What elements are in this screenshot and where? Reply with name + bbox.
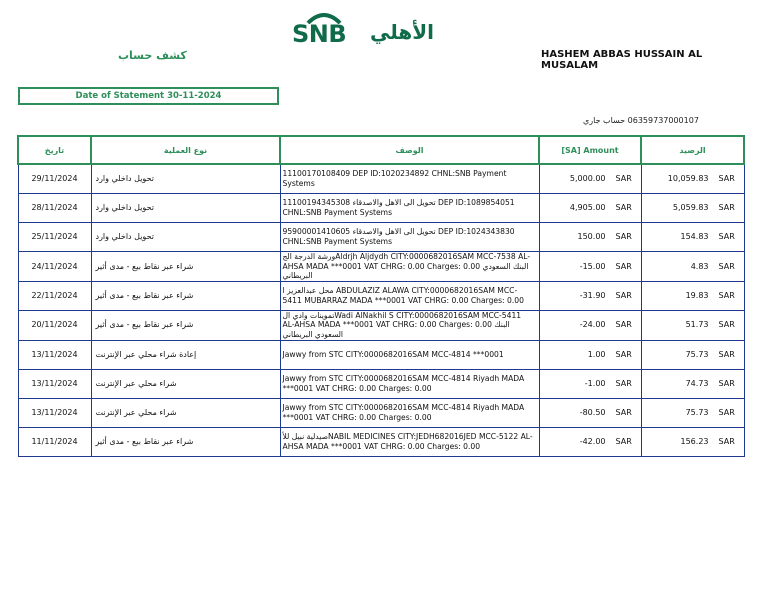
amount-currency: SAR <box>615 203 632 213</box>
cell-amount <box>539 369 641 398</box>
cell-type <box>91 252 280 282</box>
cell-amount <box>539 252 641 282</box>
cell-description: ورشة الدرجة الجAldrjh Aljdydh CITY:0000682016SAM MCC-7538 AL-AHSA MADA ***0001 VAT CHRG: 0.00 Charges: 0.00 البنك السعودي البريطاني <box>280 252 539 282</box>
table-row <box>18 310 744 340</box>
statement-date: Date of Statement 30-11-2024 <box>18 87 279 105</box>
column-header-date: تاريخ <box>18 136 91 164</box>
cell-type-text: شراء عبر نقاط بيع - مدى أثير <box>95 261 194 271</box>
cell-date: 20/11/2024 <box>18 310 91 340</box>
cell-description: Jawwy from STC CITY:0000682016SAM MCC-4814 Riyadh MADA ***0001 VAT CHRG: 0.00 Charges: 0.00 <box>280 398 539 427</box>
amount-value: -31.90 <box>579 290 606 300</box>
cell-amount <box>539 281 641 310</box>
amount-group <box>543 232 638 242</box>
cell-type <box>91 398 280 427</box>
table-row <box>18 194 744 223</box>
balance-group <box>645 437 741 447</box>
amount-group <box>543 291 638 301</box>
cell-date: 29/11/2024 <box>18 164 91 194</box>
amount-currency: SAR <box>615 174 632 184</box>
cell-type <box>91 427 280 456</box>
cell-balance <box>641 281 744 310</box>
balance-currency: SAR <box>718 320 735 330</box>
cell-type <box>91 223 280 252</box>
balance-group <box>645 379 741 389</box>
balance-value: 51.73 <box>685 320 709 330</box>
balance-currency: SAR <box>718 232 735 242</box>
cell-balance <box>641 427 744 456</box>
logo-text: SNB <box>292 20 347 48</box>
balance-currency: SAR <box>718 261 735 271</box>
amount-currency: SAR <box>615 261 632 271</box>
account-number: 06359737000107 حساب جاري <box>583 116 699 125</box>
cell-type-text: شراء محلي عبر الإنترنت <box>95 378 177 388</box>
balance-group <box>645 320 741 330</box>
cell-amount <box>539 164 641 194</box>
cell-type-text: شراء عبر نقاط بيع - مدى أثير <box>95 320 194 330</box>
cell-type-text: تحويل داخلي وارد <box>95 232 154 242</box>
cell-type <box>91 194 280 223</box>
amount-currency: SAR <box>615 349 632 359</box>
table-row <box>18 398 744 427</box>
cell-amount <box>539 398 641 427</box>
balance-currency: SAR <box>718 436 735 446</box>
cell-type <box>91 310 280 340</box>
amount-value: 4,905.00 <box>569 203 606 213</box>
amount-group <box>543 320 638 330</box>
cell-description: 11100170108409 DEP ID:1020234892 CHNL:SNB Payment Systems <box>280 164 539 194</box>
cell-type <box>91 340 280 369</box>
cell-balance <box>641 340 744 369</box>
cell-description: Jawwy from STC CITY:0000682016SAM MCC-4814 Riyadh MADA ***0001 VAT CHRG: 0.00 Charges: 0.00 <box>280 369 539 398</box>
balance-currency: SAR <box>718 349 735 359</box>
balance-group <box>645 291 741 301</box>
amount-value: -24.00 <box>579 320 606 330</box>
cell-type <box>91 369 280 398</box>
cell-type <box>91 281 280 310</box>
amount-currency: SAR <box>615 436 632 446</box>
cell-date: 13/11/2024 <box>18 340 91 369</box>
balance-group <box>645 262 741 272</box>
table-row <box>18 223 744 252</box>
balance-group <box>645 408 741 418</box>
cell-balance <box>641 369 744 398</box>
balance-currency: SAR <box>718 174 735 184</box>
amount-group <box>543 437 638 447</box>
table-row <box>18 164 744 194</box>
balance-currency: SAR <box>718 407 735 417</box>
balance-value: 5,059.83 <box>672 203 709 213</box>
cell-balance <box>641 223 744 252</box>
cell-balance <box>641 164 744 194</box>
balance-value: 75.73 <box>685 407 709 417</box>
cell-date: 13/11/2024 <box>18 369 91 398</box>
column-header-balance: الرصيد <box>641 136 744 164</box>
transactions-body <box>18 164 744 456</box>
cell-type-text: شراء محلي عبر الإنترنت <box>95 407 177 417</box>
cell-type-text: تحويل داخلي وارد <box>95 174 154 184</box>
document-title: كشف حساب <box>118 49 187 62</box>
amount-value: 1.00 <box>587 349 606 359</box>
balance-value: 74.73 <box>685 378 709 388</box>
cell-amount <box>539 194 641 223</box>
table-header-row <box>18 136 744 164</box>
amount-value: -80.50 <box>579 407 606 417</box>
cell-balance <box>641 252 744 282</box>
amount-value: 150.00 <box>577 232 606 242</box>
amount-value: -1.00 <box>584 378 606 388</box>
cell-date: 28/11/2024 <box>18 194 91 223</box>
amount-group <box>543 262 638 272</box>
column-header-description: الوصف <box>280 136 539 164</box>
cell-description: تموينات وادي الWadi AlNakhil S CITY:0000682016SAM MCC-5411 AL-AHSA MADA ***0001 VAT CHRG: 0.00 Charges: 0.00 البنك السعودي البريطاني <box>280 310 539 340</box>
balance-group <box>645 174 741 184</box>
balance-group <box>645 232 741 242</box>
cell-type <box>91 164 280 194</box>
cell-type-text: شراء عبر نقاط بيع - مدى أثير <box>95 290 194 300</box>
amount-group <box>543 350 638 360</box>
balance-value: 19.83 <box>685 290 709 300</box>
cell-description: Jawwy from STC CITY:0000682016SAM MCC-4814 ***0001 <box>280 340 539 369</box>
amount-group <box>543 379 638 389</box>
cell-amount <box>539 427 641 456</box>
transactions-table <box>17 135 745 457</box>
cell-type-text: إعادة شراء محلي عبر الإنترنت <box>95 349 197 359</box>
amount-group <box>543 408 638 418</box>
balance-group <box>645 203 741 213</box>
logo-arabic-text: الأهلي <box>370 20 435 44</box>
cell-amount <box>539 223 641 252</box>
balance-group <box>645 350 741 360</box>
table-row <box>18 427 744 456</box>
cell-description: صيدلية نبيل للأNABIL MEDICINES CITY:JEDH682016JED MCC-5122 AL-AHSA MADA ***0001 VAT CHRG: 0.00 Charges: 0.00 <box>280 427 539 456</box>
amount-currency: SAR <box>615 290 632 300</box>
cell-amount <box>539 340 641 369</box>
cell-type-text: شراء عبر نقاط بيع - مدى أثير <box>95 436 194 446</box>
amount-currency: SAR <box>615 407 632 417</box>
cell-description: 95900001410605 تحويل الى الاهل والاصدقاء DEP ID:1024343830 CHNL:SNB Payment Systems <box>280 223 539 252</box>
amount-currency: SAR <box>615 232 632 242</box>
cell-date: 25/11/2024 <box>18 223 91 252</box>
account-holder-name: HASHEM ABBAS HUSSAIN AL MUSALAM <box>541 49 703 71</box>
balance-value: 154.83 <box>680 232 709 242</box>
table-row <box>18 340 744 369</box>
cell-balance <box>641 194 744 223</box>
column-header-amount: [SA] Amount <box>539 136 641 164</box>
balance-value: 10,059.83 <box>667 174 709 184</box>
cell-description: 11100194345308 تحويل الى الاهل والاصدقاء DEP ID:1089854051 CHNL:SNB Payment Systems <box>280 194 539 223</box>
balance-currency: SAR <box>718 290 735 300</box>
amount-value: -42.00 <box>579 436 606 446</box>
snb-logo <box>292 12 462 48</box>
cell-balance <box>641 398 744 427</box>
cell-amount <box>539 310 641 340</box>
amount-currency: SAR <box>615 378 632 388</box>
balance-currency: SAR <box>718 378 735 388</box>
amount-group <box>543 174 638 184</box>
cell-date: 11/11/2024 <box>18 427 91 456</box>
amount-group <box>543 203 638 213</box>
table-row <box>18 281 744 310</box>
cell-date: 24/11/2024 <box>18 252 91 282</box>
table-row <box>18 252 744 282</box>
cell-date: 13/11/2024 <box>18 398 91 427</box>
cell-date: 22/11/2024 <box>18 281 91 310</box>
balance-value: 75.73 <box>685 349 709 359</box>
table-row <box>18 369 744 398</box>
balance-currency: SAR <box>718 203 735 213</box>
column-header-type: نوع العملية <box>91 136 280 164</box>
amount-currency: SAR <box>615 320 632 330</box>
cell-description: محل عبدالعزيز ا ABDULAZIZ ALAWA CITY:0000682016SAM MCC-5411 MUBARRAZ MADA ***0001 VAT CHRG: 0.00 Charges: 0.00 <box>280 281 539 310</box>
cell-type-text: تحويل داخلي وارد <box>95 203 154 213</box>
amount-value: 5,000.00 <box>569 174 606 184</box>
amount-value: -15.00 <box>579 261 606 271</box>
balance-value: 4.83 <box>690 261 709 271</box>
cell-balance <box>641 310 744 340</box>
balance-value: 156.23 <box>680 436 709 446</box>
